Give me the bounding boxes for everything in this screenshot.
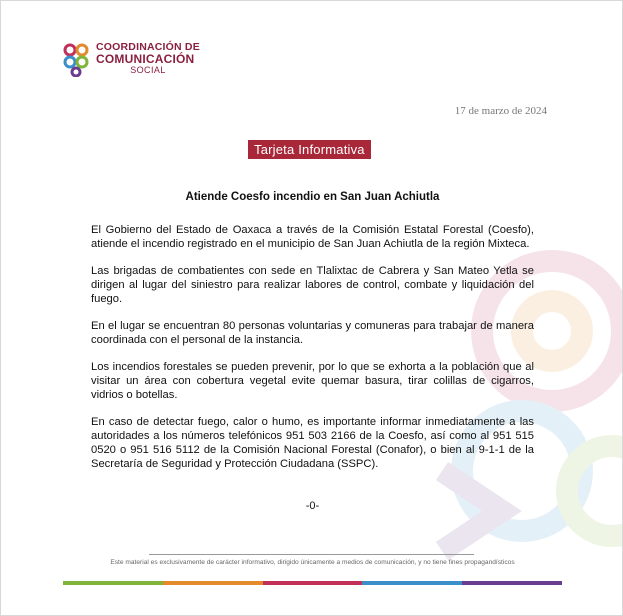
disclaimer: Este material es exclusivamente de carácter informativo, dirigido únicamente a medios de comunicación, y no tiene fines propagandísticos (110, 559, 515, 566)
document-type-badge: Tarjeta Informativa (248, 140, 371, 159)
body-text (91, 223, 534, 484)
document-date: 17 de marzo de 2024 (454, 105, 547, 117)
logo-title-line1: COORDINACIÓN DE (96, 41, 200, 54)
color-bar-segment (362, 581, 462, 585)
footer-color-bar (63, 581, 562, 585)
color-bar-segment (263, 581, 363, 585)
paragraph: Las brigadas de combatientes con sede en Tlalixtac de Cabrera y San Mateo Yetla se dirigen al lugar del siniestro para realizar labores de control, combate y liquidación del fuego. (91, 265, 534, 305)
color-bar-segment (63, 581, 163, 585)
logo-title-line3: SOCIAL (130, 65, 166, 76)
paragraph: Los incendios forestales se pueden prevenir, por lo que se exhorta a la población que al visitar un área con cobertura vegetal evite quemar basura, tirar colillas de cigarros, vidrios o botellas. (91, 361, 534, 401)
paragraph: En el lugar se encuentran 80 personas voluntarias y comuneras para trabajar de manera coordinada con el personal de la instancia. (91, 320, 534, 346)
footer-divider (149, 554, 474, 555)
logo-title-line2: COMUNICACIÓN (96, 52, 195, 67)
color-bar-segment (163, 581, 263, 585)
paragraph: El Gobierno del Estado de Oaxaca a través de la Comisión Estatal Forestal (Coesfo), atiende el incendio registrado en el municipio de San Juan Achiutla de la región Mixteca. (91, 224, 534, 250)
headline: Atiende Coesfo incendio en San Juan Achiutla (185, 191, 440, 203)
paragraph: En caso de detectar fuego, calor o humo, es importante informar inmediatamente a las autoridades a los números telefónicos 951 503 2166 de la Coesfo, así como al 951 515 0520 o 951 516 5112 de la Comisión Nacional Forestal (Conafor), o bien al 9-1-1 de la Secretaría de Seguridad y Protección Ciudadana (SSPC). (91, 416, 534, 470)
end-mark: -0- (305, 500, 320, 512)
logo (61, 41, 200, 77)
color-bar-segment (462, 581, 562, 585)
logo-knot-icon (61, 41, 91, 77)
